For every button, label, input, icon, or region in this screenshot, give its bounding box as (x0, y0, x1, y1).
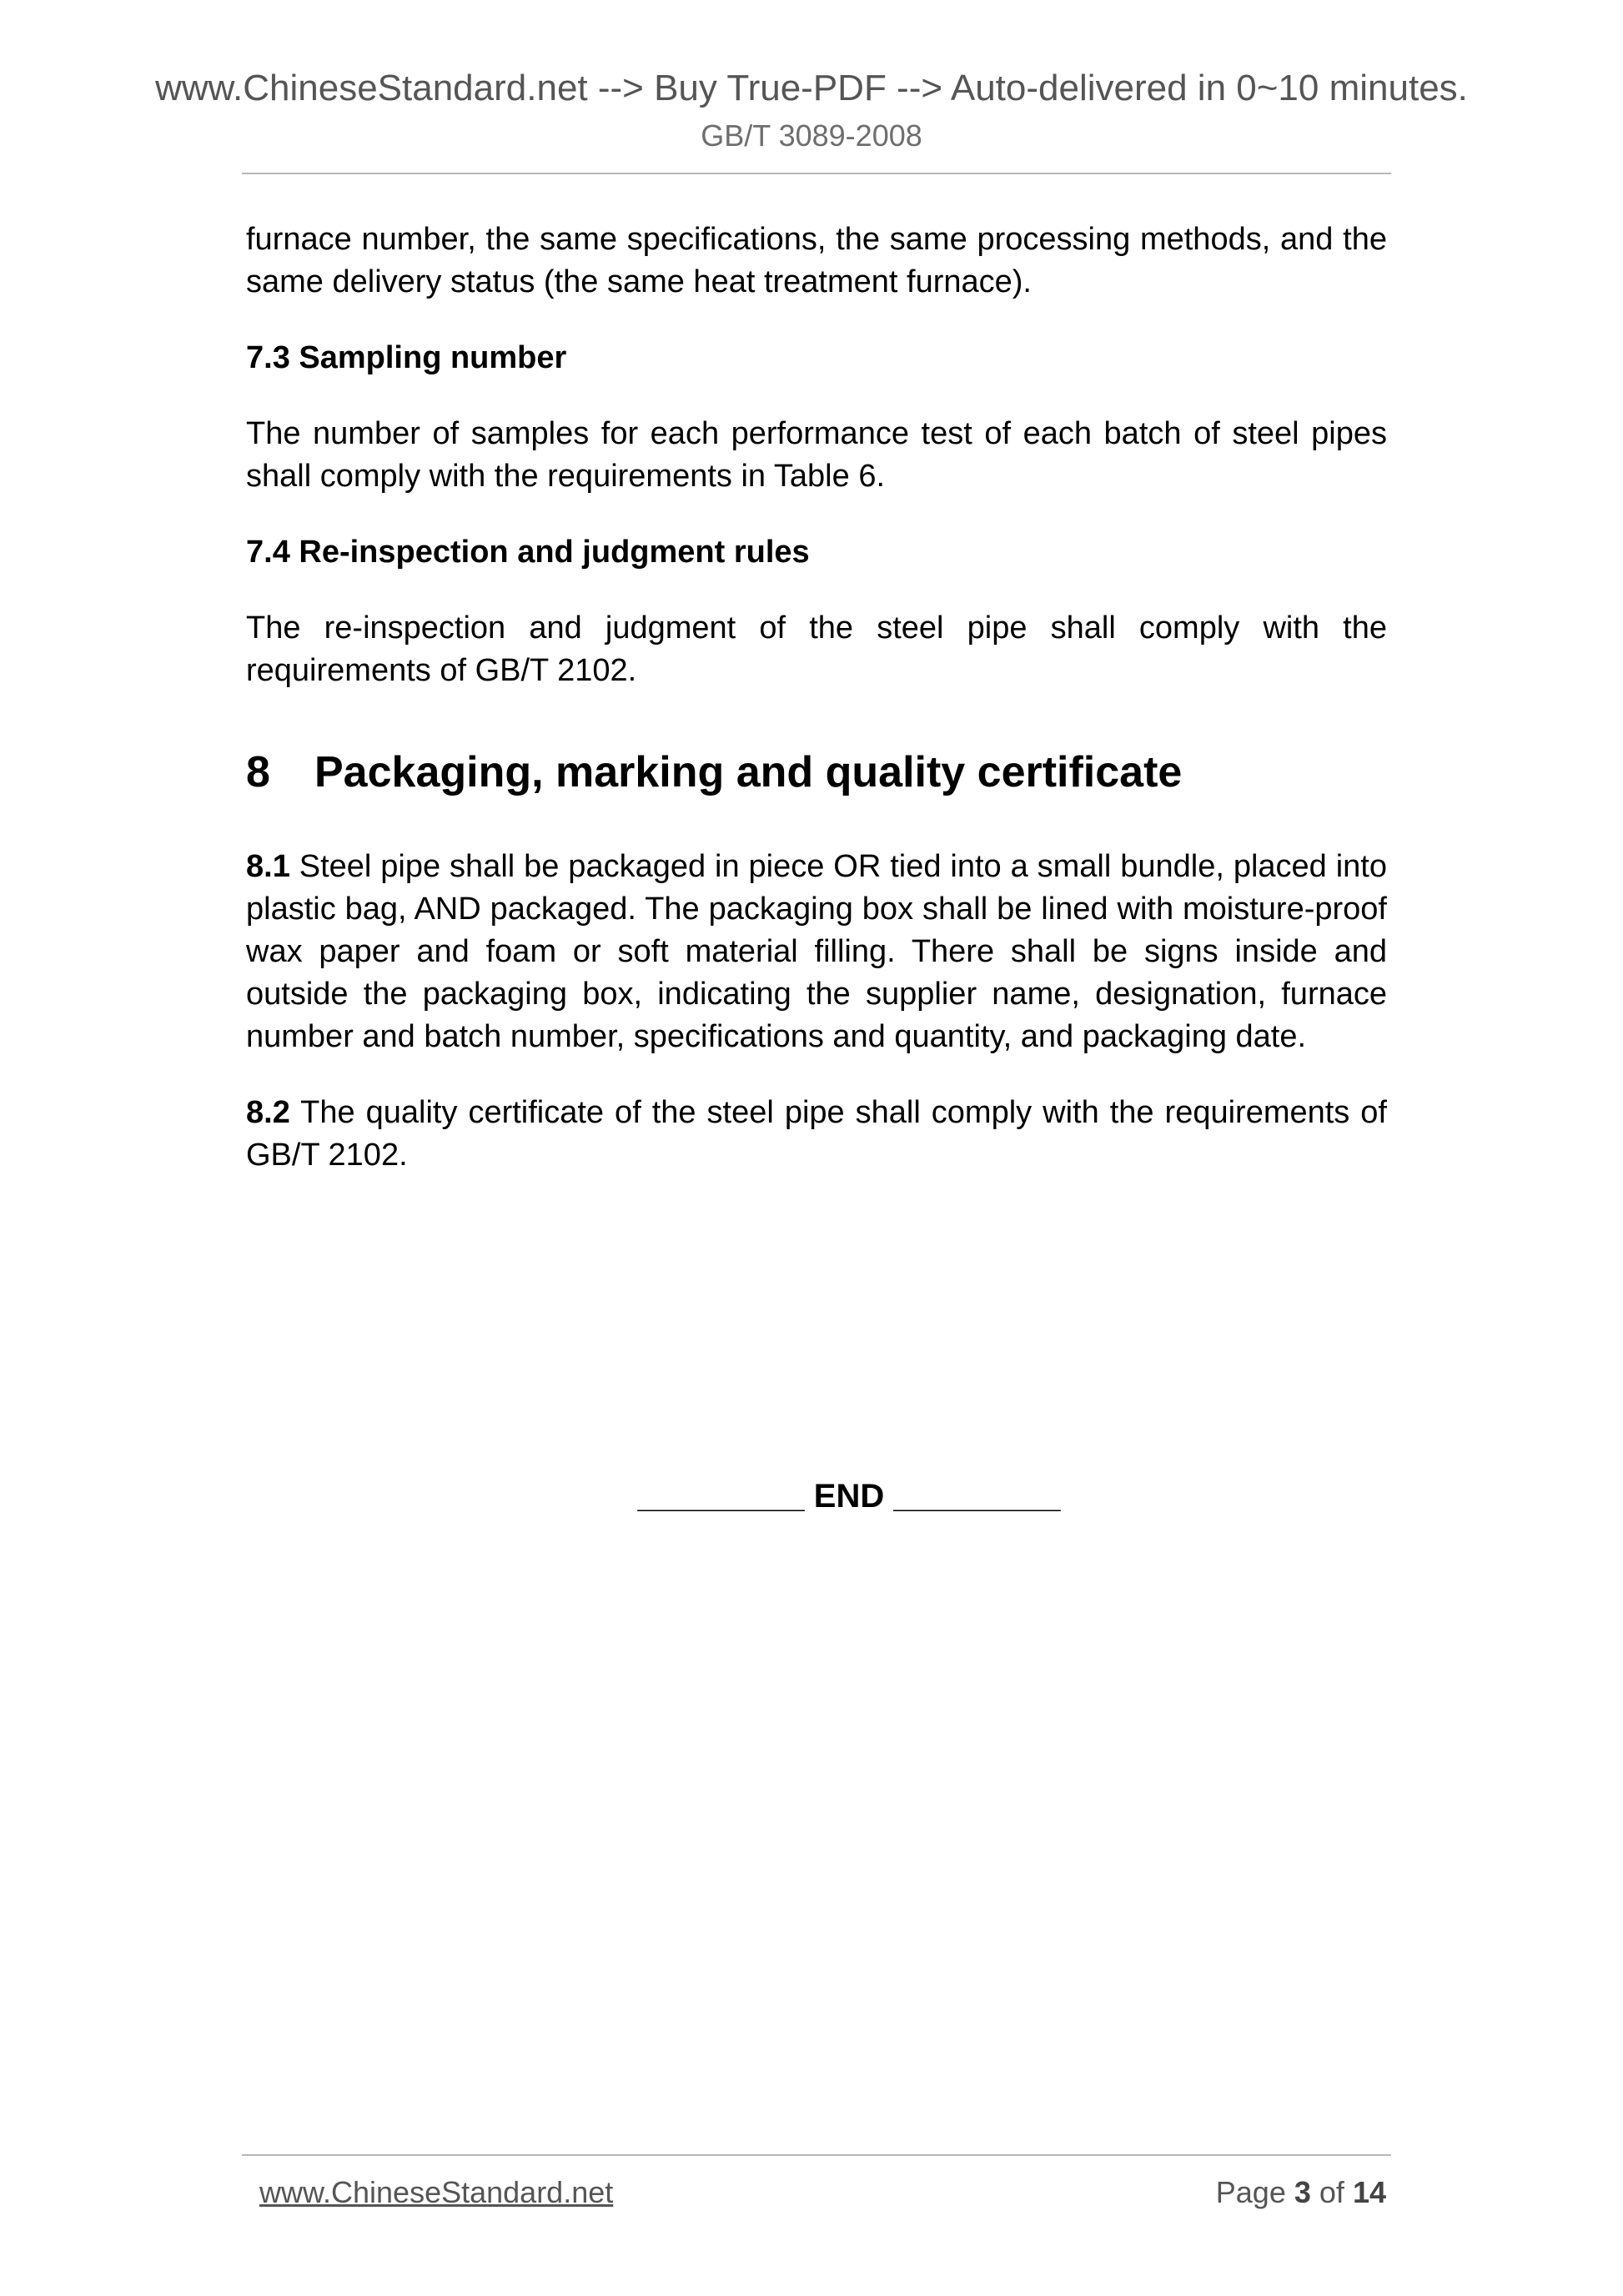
clause-8-1-number: 8.1 (246, 849, 290, 884)
section-8-title-text: Packaging, marking and quality certificate (314, 748, 1183, 796)
page-word: Page (1215, 2175, 1286, 2209)
clause-8-1-text: Steel pipe shall be packaged in piece OR tied into a small bundle, placed into plastic bag, AND packaged. The packaging box shall be lined with moisture-proof wax paper and foam or soft material filling. There shall be signs inside and outside the packaging box, indicating the supplier name, designation, furnace number and batch number, specifications and quantity, and packaging date. (246, 849, 1387, 1054)
document-body (246, 219, 1387, 1177)
end-marker: _________ END _________ (637, 1478, 1061, 1515)
paragraph-7-4: The re-inspection and judgment of the steel pipe shall comply with the requirements of GB/T 2102. (246, 610, 1387, 688)
page-indicator (1216, 2175, 1386, 2210)
clause-8-2-text: The quality certificate of the steel pipe shall comply with the requirements of GB/T 2102. (246, 1095, 1387, 1173)
of-word: of (1319, 2175, 1344, 2209)
page-header (0, 65, 1623, 155)
footer-site-link[interactable]: www.ChineseStandard.net (259, 2175, 614, 2209)
promo-banner-text: www.ChineseStandard.net --> Buy True-PDF --> Auto-delivered in 0~10 minutes. (155, 68, 1468, 108)
section-8-title (246, 746, 1387, 799)
heading-7-4: 7.4 Re-inspection and judgment rules (246, 535, 810, 570)
continuation-paragraph: furnace number, the same specifications, the same processing methods, and the same delivery status (the same heat treatment furnace). (246, 222, 1387, 299)
standard-code: GB/T 3089-2008 (701, 118, 922, 153)
footer-divider (242, 2154, 1391, 2156)
paragraph-7-3: The number of samples for each performance test of each batch of steel pipes shall comply with the requirements in Table 6. (246, 416, 1387, 494)
heading-7-3: 7.3 Sampling number (246, 340, 567, 375)
paragraph-8-2 (246, 1092, 1387, 1177)
header-divider (242, 173, 1391, 174)
clause-8-2-number: 8.2 (246, 1095, 290, 1130)
page-current: 3 (1294, 2175, 1311, 2209)
paragraph-8-1 (246, 846, 1387, 1058)
page-total: 14 (1352, 2175, 1386, 2209)
section-8-number: 8 (246, 748, 270, 796)
